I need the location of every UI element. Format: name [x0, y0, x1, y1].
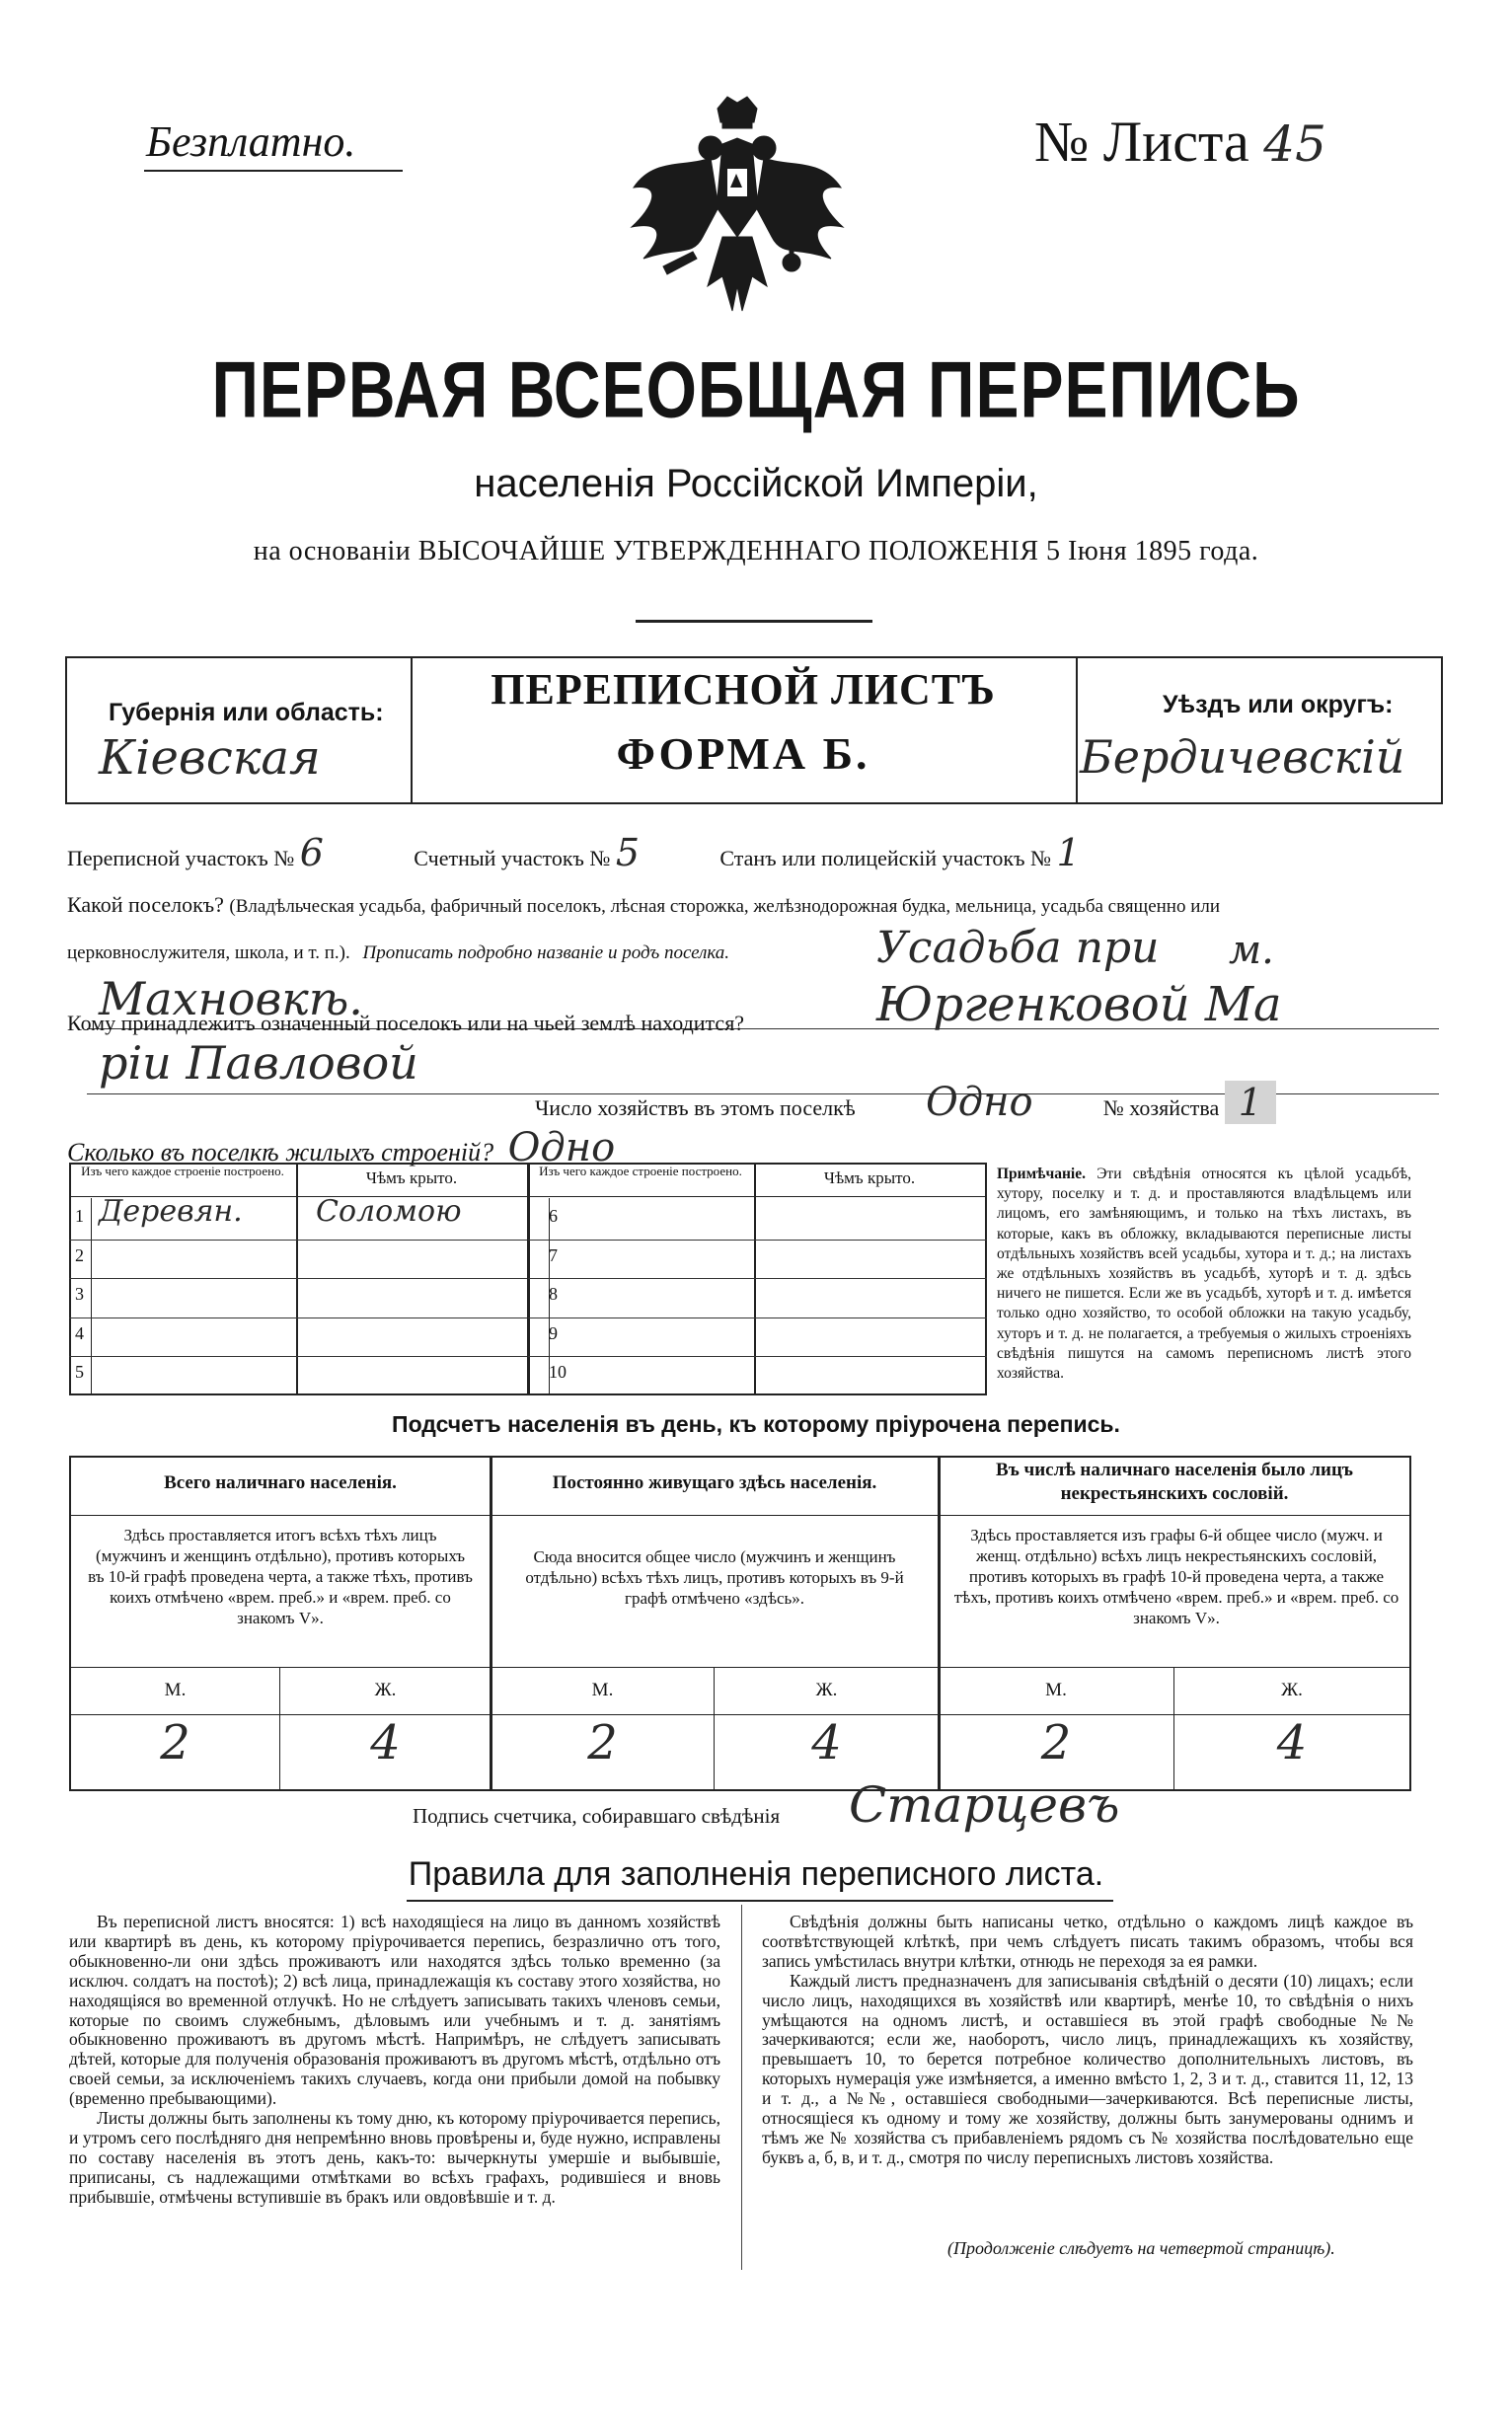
- note-block: [997, 1165, 1411, 1384]
- settlement-hint2: церковнослужителя, школа, и т. п.).: [67, 942, 350, 963]
- pop-c2-f-label: Ж.: [815, 1680, 838, 1700]
- building-row-number: 6: [549, 1206, 558, 1226]
- pop-c3-f-label: Ж.: [1281, 1680, 1303, 1700]
- pop-c3-f-value: 4: [1276, 1715, 1308, 1770]
- buildings-value: Одно: [507, 1125, 616, 1170]
- building-row-line: [69, 1240, 527, 1241]
- settlement-field: [67, 892, 1220, 918]
- population-heading: Подсчетъ населенія въ день, къ которому пріурочена перепись.: [392, 1411, 1120, 1437]
- pop-c3-m-value: 2: [1040, 1715, 1072, 1770]
- rules-heading: Правила для заполненія переписного листа.: [408, 1855, 1104, 1893]
- building-material: Деревян.: [99, 1194, 243, 1229]
- building-row-number: 2: [75, 1244, 84, 1265]
- page-subtitle: населенія Россійской Имперіи,: [474, 462, 1038, 505]
- sheet-number-value: 45: [1263, 115, 1326, 173]
- building-row-line: [528, 1278, 987, 1279]
- district-label: Уѣздъ или округъ:: [1163, 691, 1394, 718]
- building-row-number: 9: [549, 1322, 558, 1343]
- buildings-col-material: Изъ чего каждое строеніе построено.: [81, 1164, 284, 1178]
- buildings-col-roof-2: Чѣмъ крыто.: [823, 1168, 916, 1187]
- settlement-value-1b: м.: [1229, 928, 1274, 973]
- pop-col3-title: Въ числѣ наличнаго населенія было лицъ некрестьянскихъ сословій.: [996, 1460, 1353, 1504]
- buildings-label: Сколько въ поселкѣ жилыхъ строеній?: [67, 1138, 494, 1167]
- police-area-label: Станъ или полицейскій участокъ №: [719, 846, 1051, 870]
- households-value: Одно: [925, 1080, 1033, 1125]
- census-area-value: 6: [299, 831, 324, 874]
- building-row-number: 8: [549, 1284, 558, 1304]
- counting-area-label: Счетный участокъ №: [414, 846, 611, 870]
- rules-heading-underline: [407, 1900, 1113, 1902]
- building-row-number: 3: [75, 1284, 84, 1304]
- sheet-title: ПЕРЕПИСНОЙ ЛИСТЪ: [491, 665, 996, 714]
- building-row-line: [69, 1278, 527, 1279]
- rules-continued: (Продолженіе слѣдуетъ на четвертой страницѣ).: [947, 2238, 1335, 2258]
- rules-right-p1: Свѣдѣнія должны быть написаны четко, отдѣльно о каждомъ лицѣ каждое въ соотвѣтствующей клѣткѣ, при чемъ слѣдуетъ писать такимъ образомъ, чтобы вся запись умѣстилась внутри клѣтки, отнюдь не переходя за ея рамки.: [762, 1912, 1413, 1971]
- pop-c1-m-value: 2: [160, 1715, 190, 1770]
- building-row-line: [69, 1317, 527, 1318]
- settlement-value-2: Махновкѣ.: [99, 972, 363, 1025]
- pop-col2-title: Постоянно живущаго здѣсь населенія.: [552, 1472, 877, 1493]
- settlement-label: Какой поселокъ?: [67, 892, 224, 917]
- police-area-value: 1: [1056, 831, 1081, 874]
- pop-c2-f-value: 4: [811, 1715, 842, 1770]
- province-value: Кіевская: [99, 730, 321, 786]
- signature-label: Подпись счетчика, собиравшаго свѣдѣнія: [413, 1804, 781, 1828]
- households-label: Число хозяйствъ въ этомъ поселкѣ: [535, 1095, 856, 1120]
- pop-c1-m-label: М.: [164, 1680, 187, 1700]
- note-title: Примѣчаніе.: [997, 1166, 1086, 1182]
- free-label: Безплатно.: [146, 117, 356, 166]
- rules-left-p2: Листы должны быть заполнены къ тому дню, къ которому пріурочивается перепись, и утромъ сего послѣдняго дня непремѣнно вновь провѣрены и, буде нужно, исправлены по составу населенія въ этотъ день, какъ-то: вычеркнуты умершіе и выбывшіе, приписаны, съ надлежащими отмѣтками во всѣхъ графахъ, родившіеся и вновь прибывшіе, отмѣчены вступившіе въ бракъ или овдовѣвшіе и т. д.: [69, 2108, 720, 2207]
- settlement-hint-line2: [67, 942, 729, 964]
- basis-line: на основаніи ВЫСОЧАЙШЕ УТВЕРЖДЕННАГО ПОЛОЖЕНІЯ 5 Іюня 1895 года.: [253, 536, 1259, 566]
- owner-value-1: Юргенковой Ма: [876, 977, 1282, 1032]
- sheet-number-label: № Листа: [1034, 110, 1249, 174]
- free-underline: [144, 170, 403, 172]
- building-row-line: [528, 1317, 987, 1318]
- building-row-number: 10: [549, 1362, 567, 1382]
- settlement-instruction: Прописать подробно названіе и родъ поселка.: [362, 942, 730, 963]
- building-row-line: [528, 1240, 987, 1241]
- rules-left-column: [69, 1913, 720, 2208]
- pop-c3-m-label: М.: [1045, 1680, 1067, 1700]
- pop-c1-f-label: Ж.: [374, 1680, 397, 1700]
- owner-value-2: ріи Павловой: [99, 1036, 418, 1090]
- rules-divider: [741, 1905, 742, 2270]
- pop-col1-title: Всего наличнаго населенія.: [164, 1472, 397, 1493]
- building-row-number: 5: [75, 1362, 84, 1382]
- building-row-line: [528, 1356, 987, 1357]
- pop-col3-text: Здѣсь проставляется изъ графы 6-й общее число (мужч. и женщ. отдѣльно) всѣхъ лицъ некрестьянскихъ сословій, противъ которыхъ въ графѣ 10-й проведена черта, а также тѣхъ, противъ коихъ отмѣчено «врем. преб.» и «врем. преб. со знакомъ V».: [953, 1526, 1399, 1627]
- counting-area-value: 5: [615, 831, 641, 874]
- census-area-label: Переписной участокъ №: [67, 846, 295, 870]
- pop-c2-m-label: М.: [591, 1680, 614, 1700]
- settlement-value-1: Усадьба при: [876, 923, 1160, 973]
- pop-col2-text: Сюда вносится общее число (мужчинъ и женщинъ отдѣльно) всѣхъ тѣхъ лицъ, противъ которыхъ въ 9-й графѣ отмѣчено «здѣсь».: [525, 1547, 904, 1608]
- imperial-eagle-emblem: [624, 89, 851, 326]
- rules-right-column: [762, 1913, 1413, 2168]
- building-row-line: [69, 1356, 527, 1357]
- settlement-hint: (Владѣльческая усадьба, фабричный поселокъ, лѣсная сторожка, желѣзнодорожная будка, мельница, усадьба священно или: [229, 896, 1221, 917]
- census-area-field: [67, 831, 1081, 874]
- buildings-col-material-2: Изъ чего каждое строеніе построено.: [539, 1164, 742, 1178]
- building-row-number: 1: [75, 1206, 84, 1226]
- sheet-number: [1034, 109, 1326, 175]
- title-divider: [636, 620, 872, 623]
- pop-col1-text: Здѣсь проставляется итогъ всѣхъ тѣхъ лицъ (мужчинъ и женщинъ отдѣльно), противъ которыхъ въ 10-й графѣ проведена черта, а также тѣхъ, противъ коихъ отмѣчено «врем. преб.» и «врем. преб. со знакомъ V».: [88, 1526, 473, 1627]
- buildings-col-roof: Чѣмъ крыто.: [365, 1168, 458, 1187]
- building-row-number: 4: [75, 1322, 84, 1343]
- building-roof: Соломою: [316, 1194, 462, 1229]
- rules-right-p2: Каждый листъ предназначенъ для записыванія свѣдѣній о десяти (10) лицахъ; если число лицъ, находящихся въ хозяйствѣ или квартирѣ, менѣе 10, то свѣдѣнія о нихъ умѣщаются на одномъ листѣ, и оставшіеся въ этой графѣ свободные №№ зачеркиваются; если же, наоборотъ, число лицъ, принадлежащихъ къ хозяйству, превышаетъ 10, то берется потребное количество дополнительныхъ листовъ, въ которыхъ нумерація уже измѣняется, а именно вмѣсто 1, 2, 3 и т. д., ставится 11, 12, 13 и т. д., а №№, оставшіеся свободными—зачеркиваются. Всѣ переписные листы, относящіеся къ одному и тому же хозяйству, должны быть занумерованы однимъ и тѣмъ же № хозяйства съ прибавленіемъ рядомъ съ № хозяйства послѣдовательно еще буквъ а, б, в, и т. д., смотря по числу переписныхъ листовъ хозяйства.: [762, 1970, 1413, 2167]
- owner-label: Кому принадлежитъ означенный поселокъ или на чьей землѣ находится?: [67, 1011, 745, 1035]
- building-row-number: 7: [549, 1244, 558, 1265]
- pop-c2-m-value: 2: [587, 1715, 618, 1770]
- household-no-value: 1: [1225, 1081, 1276, 1124]
- pop-c1-f-value: 4: [370, 1715, 401, 1770]
- signature-value: Старцевъ: [849, 1776, 1120, 1834]
- household-no-label: № хозяйства: [1102, 1095, 1220, 1120]
- form-title: ФОРМА Б.: [616, 728, 870, 779]
- households-field: [535, 1080, 1276, 1125]
- note-text: Эти свѣдѣнія относятся къ цѣлой усадьбѣ, хутору, поселку и т. д. и проставляются владѣльцемъ или лицомъ, его замѣняющимъ, и только на тѣхъ листахъ, въ которые, какъ въ обложку, вкладываются переписные листы отдѣльныхъ хозяйствъ всей усадьбы, хутора и т. д.; на листахъ же отдѣльныхъ хозяйствъ въ усадьбѣ, хуторѣ и т. д. здѣсь ничего не пишется. Если же въ усадьбѣ, хуторѣ и т. д. имѣется только одно хозяйство, то особой обложки на такую усадьбу, хуторъ и т. д. не полагается, а требуемыя о жилыхъ строеніяхъ свѣдѣнія пишутся на самомъ переписномъ листѣ этого хозяйства.: [997, 1166, 1411, 1383]
- province-label: Губернія или область:: [109, 699, 384, 726]
- rules-left-p1: Въ переписной листъ вносятся: 1) всѣ находящіеся на лицо въ данномъ хозяйствѣ или квартирѣ въ день, къ которому пріурочивается перепись, безразлично отъ того, обыкновенно-ли они здѣсь проживаютъ или находятся здѣсь только временно (за исключ. солдатъ на постоѣ); 2) всѣ лица, принадлежащія къ составу этого хозяйства, но находящіяся во временной отлучкѣ. Но не слѣдуетъ записывать такихъ членовъ семьи, которые по своимъ служебнымъ, дѣловымъ или учебнымъ и т. д. занятіямъ обыкновенно проживаютъ въ другомъ мѣстѣ. Напримѣръ, не слѣдуетъ записывать дѣтей, которые для полученія образованія проживаютъ въ другомъ мѣстѣ, отдѣльно отъ своей семьи, за исключеніемъ такихъ случаевъ, когда они прибыли домой на побывку (временно пребывающими).: [69, 1912, 720, 2109]
- page-title: ПЕРВАЯ ВСЕОБЩАЯ ПЕРЕПИСЬ: [211, 344, 1301, 434]
- district-value: Бердичевскій: [1080, 730, 1405, 784]
